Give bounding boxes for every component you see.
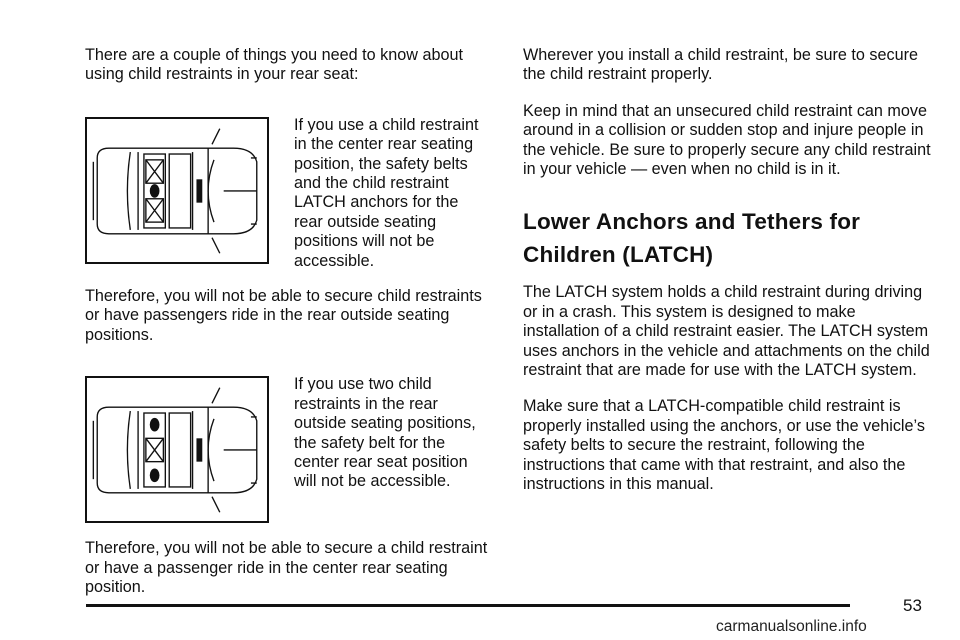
right-column: [523, 46, 933, 495]
intro-paragraph: There are a couple of things you need to know about using child restraints in your rear seat:: [85, 46, 463, 84]
vehicle-outside-seats-illustration: [85, 376, 269, 523]
left-paragraph-2: Therefore, you will not be able to secure a child restraint or have a passenger ride in the center rear seating position.: [85, 539, 488, 597]
right-paragraph-3: The LATCH system holds a child restraint during driving or in a crash. This system is designed to make installation of a child restraint easier. The LATCH system uses anchors in the vehicle and attachments on the child restraint that are made for use with the LATCH system.: [523, 283, 930, 380]
figure-row-2: [85, 362, 493, 523]
watermark: carmanualsonline.info: [716, 618, 867, 635]
vehicle-topview-center-icon: [87, 119, 267, 262]
left-paragraph-1: Therefore, you will not be able to secure child restraints or have passengers ride in the rear outside seating positions.: [85, 287, 482, 344]
figure2-caption: If you use two child restraints in the rear outside seating positions, the safety belt for the center rear seat position will not be accessible.: [294, 375, 476, 491]
right-paragraph-2: Keep in mind that an unsecured child restraint can move around in a collision or sudden stop and injure people in the vehicle. Be sure to properly secure any child restraint in your vehicle — even when no child is in it.: [523, 101, 931, 179]
vehicle-topview-outside-icon: [87, 378, 267, 521]
vehicle-center-seat-illustration: [85, 117, 269, 264]
footer-rule: [86, 604, 850, 607]
right-paragraph-1: Wherever you install a child restraint, be sure to secure the child restraint properly.: [523, 46, 918, 84]
right-paragraph-4: Make sure that a LATCH-compatible child restraint is properly installed using the anchors, or use the vehicle’s safety belts to secure the restraint, following the instructions that came with that restraint, and also the instructions in this manual.: [523, 397, 925, 494]
left-column: [85, 46, 493, 598]
figure1-caption: If you use a child restraint in the center rear seating position, the safety belts and the child restraint LATCH anchors for the rear outside seating positions will not be accessible.: [294, 115, 479, 270]
section-heading: Lower Anchors and Tethers for Children (LATCH): [523, 209, 861, 268]
page-number: 53: [903, 596, 922, 615]
figure-row-1: [85, 103, 493, 271]
